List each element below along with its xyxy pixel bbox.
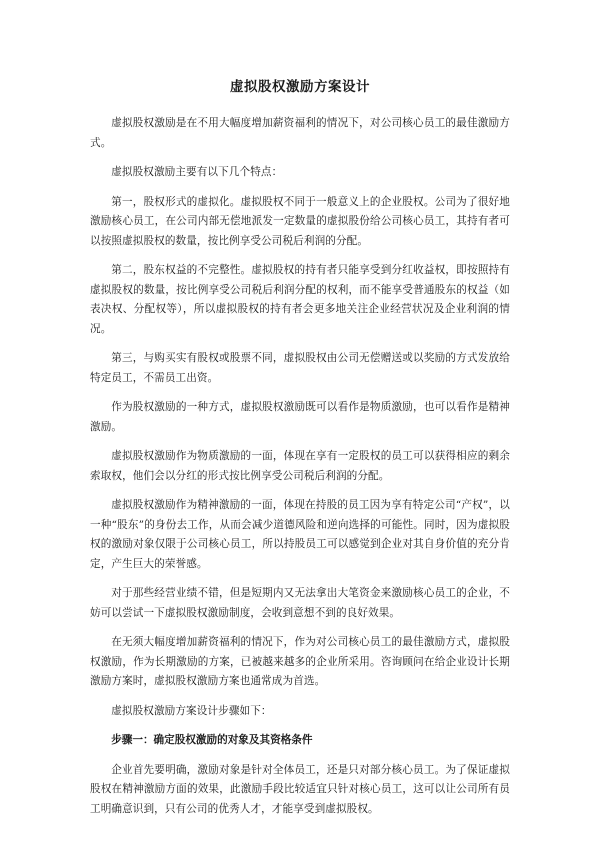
step-1-heading: 步骤一：确定股权激励的对象及其资格条件 [111,734,313,746]
paragraph-feature-3: 第三，与购买实有股权或股票不同，虚拟股权由公司无偿赠送或以奖励的方式发放给特定员工，不需员工出资。 [90,352,510,384]
paragraph-features-intro: 虚拟股权激励主要有以下几个特点： [111,166,283,178]
step-1-paragraph: 企业首先要明确，激励对象是针对全体员工，还是只对部分核心员工。为了保证虚拟股权在精神激励方面的效果，此激励手段比较适宜只针对核心员工，这可以让公司所有员工明确意识到，只有公司的优秀人才，才能享受到虚拟股权。 [90,763,510,815]
paragraph-steps-intro: 虚拟股权激励方案设计步骤如下： [111,704,272,717]
document-title: 虚拟股权激励方案设计 [230,79,370,95]
paragraph-recommendation: 对于那些经营业绩不错，但是短期内又无法拿出大笔资金来激励核心员工的企业，不妨可以尝试一下虚拟股权激励制度，会收到意想不到的良好效果。 [90,587,510,619]
paragraph-incentive-type: 作为股权激励的一种方式，虚拟股权激励既可以看作是物质激励，也可以看作是精神激励。 [90,401,510,433]
paragraph-long-term: 在无须大幅度增加薪资福利的情况下，作为对公司核心员工的最佳激励方式，虚拟股权激励，作为长期激励的方案，已被越来越多的企业所采用。咨询顾问在给企业设计长期激励方案时，虚拟股权激励方案也通常成为首选。 [90,636,510,687]
paragraph-feature-1: 第一，股权形式的虚拟化。虚拟股权不同于一般意义上的企业股权。公司为了很好地激励核心员工，在公司内部无偿地派发一定数量的虚拟股份给公司核心员工，其持有者可以按照虚拟股权的数量，按比例享受公司税后利润的分配。 [90,195,510,247]
paragraph-intro: 虚拟股权激励是在不用大幅度增加薪资福利的情况下，对公司核心员工的最佳激励方式。 [90,117,510,149]
paragraph-spiritual-incentive: 虚拟股权激励作为精神激励的一面，体现在持股的员工因为享有特定公司“产权”，以一种“股东”的身份去工作，从而会减少道德风险和逆向选择的可能性。同时，因为虚拟股权的激励对象仅限于公司核心员工，所以持股员工可以感觉到企业对其自身价值的充分肯定，产生巨大的荣誉感。 [90,499,510,570]
paragraph-feature-2: 第二，股东权益的不完整性。虚拟股权的持有者只能享受到分红收益权，即按照持有虚拟股权的数量，按比例享受公司税后利润分配的权利，而不能享受普通股东的权益（如表决权、分配权等），所以虚拟股权的持有者会更多地关注企业经营状况及企业利润的情况。 [90,264,510,335]
paragraph-material-incentive: 虚拟股权激励作为物质激励的一面，体现在享有一定股权的员工可以获得相应的剩余索取权，他们会以分红的形式按比例享受公司税后利润的分配。 [90,450,510,482]
